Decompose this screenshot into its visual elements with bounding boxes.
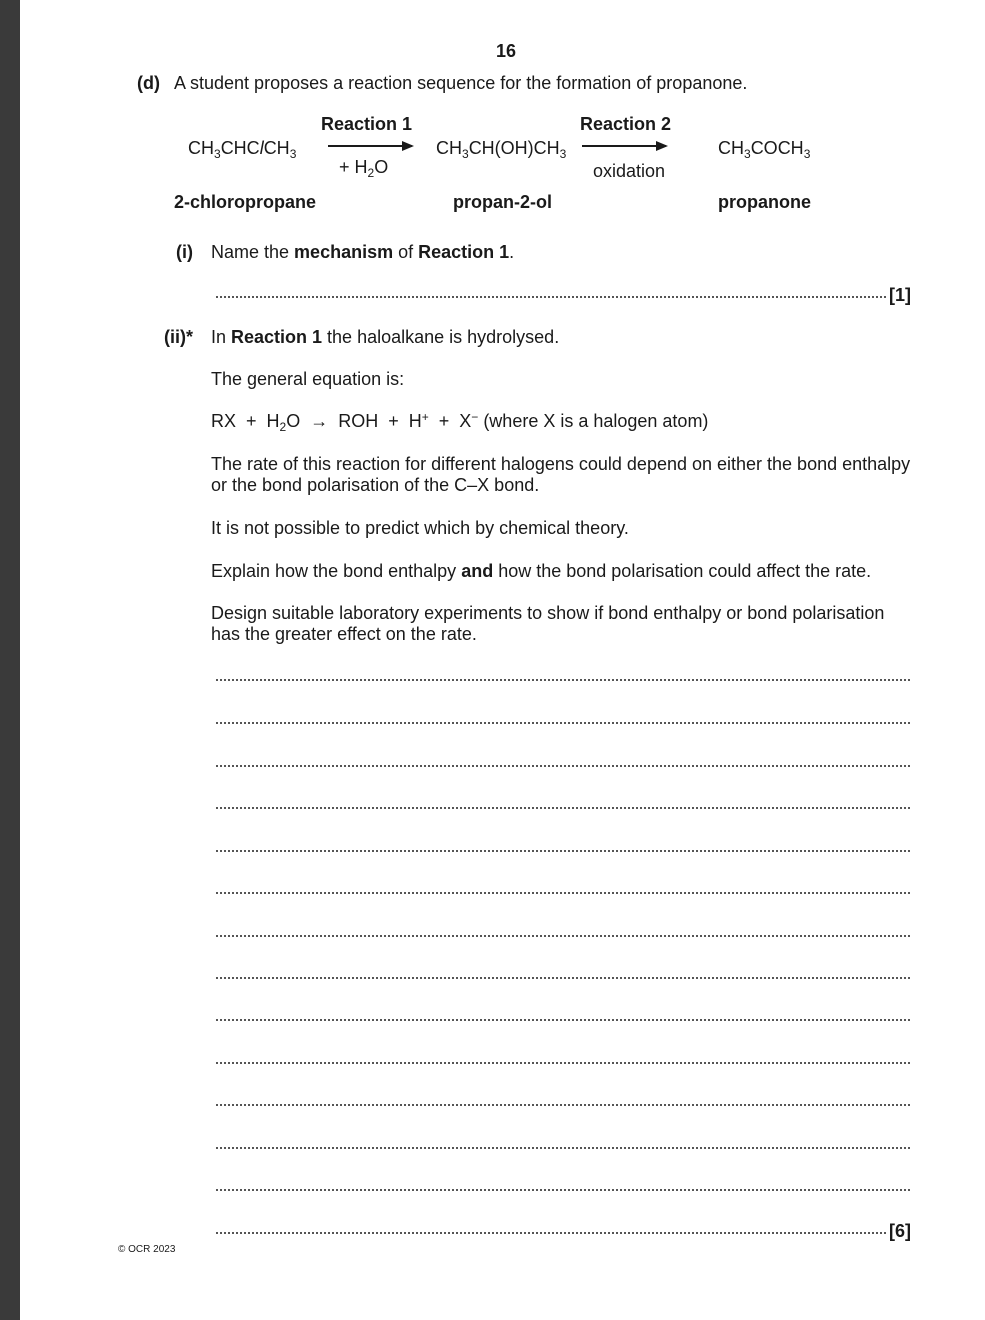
answer-line[interactable] — [216, 1147, 910, 1149]
copyright-footer: © OCR 2023 — [118, 1244, 176, 1255]
reaction2-reagent: oxidation — [593, 161, 666, 181]
compound1-name: 2-chloropropane — [174, 192, 317, 212]
question-intro: A student proposes a reaction sequence for the formation of propanone. — [174, 73, 748, 93]
part-ii-para5: Explain how the bond enthalpy and how the bond polarisation could affect the rate. — [211, 561, 872, 581]
reaction1-reagent: + $H_2O$ — [339, 157, 389, 180]
compound3-formula: $CH_3COCH_3$ — [718, 138, 811, 161]
answer-line[interactable] — [216, 765, 910, 767]
compound2-formula: $CH_3CH(OH)CH_3$ — [436, 138, 567, 161]
answer-line[interactable] — [216, 807, 910, 809]
viewer-left-bar — [0, 0, 20, 1320]
answer-line[interactable] — [216, 1019, 910, 1021]
general-equation: RX + $H_2O$ → ROH + H+ + X− (where X is a halogen atom) — [211, 410, 709, 434]
answer-line[interactable] — [216, 1104, 910, 1106]
part-i-label: (i) — [176, 242, 193, 262]
answer-line[interactable] — [216, 935, 910, 937]
reaction2-arrow — [582, 145, 666, 147]
answer-line[interactable] — [216, 722, 910, 724]
part-ii-label: (ii)* — [164, 327, 193, 347]
answer-line[interactable] — [216, 850, 910, 852]
part-i-question: Name the mechanism of Reaction 1. — [211, 242, 515, 262]
question-label: (d) — [137, 73, 160, 93]
answer-line[interactable] — [216, 977, 910, 979]
part-ii-para6: Design suitable laboratory experiments to show if bond enthalpy or bond polarisation has the greater effect on the rate. — [211, 603, 885, 644]
answer-line[interactable] — [216, 679, 910, 681]
answer-line-last[interactable] — [216, 1232, 886, 1234]
compound2-name: propan-2-ol — [453, 192, 552, 212]
part-ii-line2: The general equation is: — [211, 369, 405, 389]
compound1-formula: $CH_3CHClCH_3$ — [188, 138, 297, 161]
answer-line[interactable] — [216, 1189, 910, 1191]
part-ii-para4: It is not possible to predict which by chemical theory. — [211, 518, 629, 538]
reaction2-label: Reaction 2 — [580, 114, 672, 134]
answer-line[interactable] — [216, 1062, 910, 1064]
part-i-marks: [1] — [889, 285, 911, 305]
part-ii-line1: In Reaction 1 the haloalkane is hydrolysed. — [211, 327, 560, 347]
reaction1-label: Reaction 1 — [321, 114, 413, 134]
reaction1-arrow — [328, 145, 412, 147]
part-ii-marks: [6] — [889, 1221, 911, 1241]
compound3-name: propanone — [718, 192, 811, 212]
part-ii-para3: The rate of this reaction for different halogens could depend on either the bond enthalpy or the bond polarisation of the C–X bond. — [211, 454, 911, 495]
page-number: 16 — [496, 41, 517, 61]
answer-line[interactable] — [216, 892, 910, 894]
answer-line-i[interactable] — [216, 296, 886, 298]
